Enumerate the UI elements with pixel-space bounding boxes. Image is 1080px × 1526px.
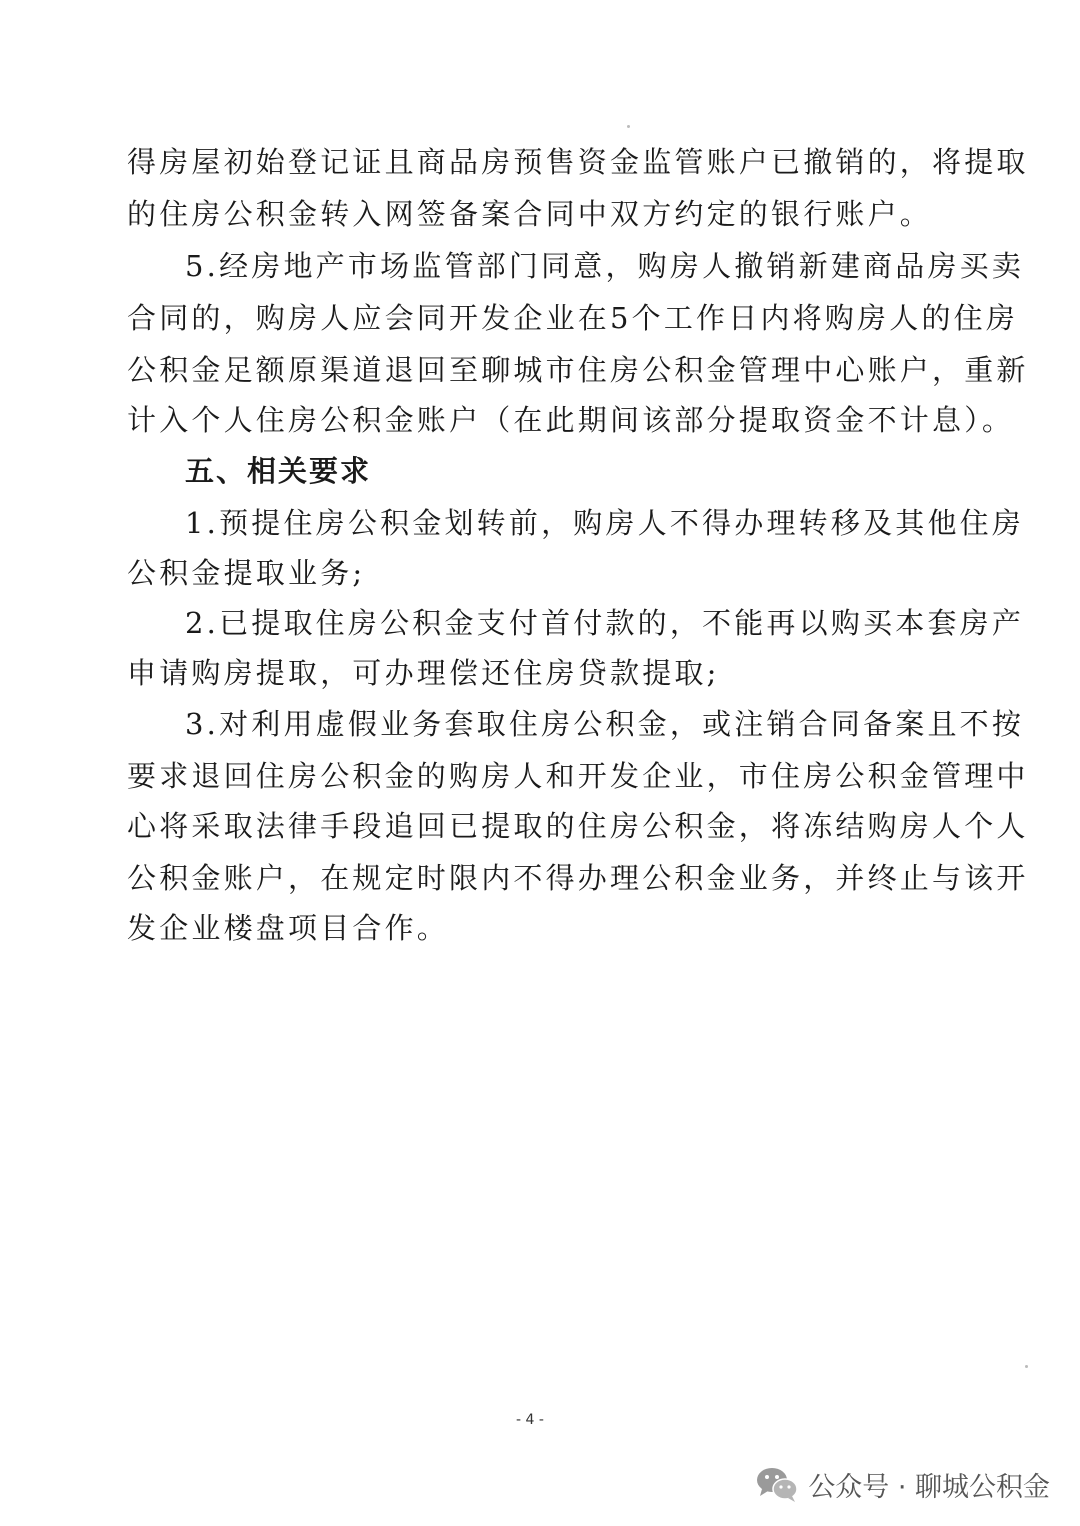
- paragraph-line: 申请购房提取，可办理偿还住房贷款提取;: [127, 656, 720, 690]
- paragraph-line: 2.已提取住房公积金支付首付款的，不能再以购买本套房产: [185, 606, 1025, 640]
- paragraph-line: 得房屋初始登记证且商品房预售资金监管账户已撤销的，将提取: [127, 145, 1029, 179]
- paragraph-line: 要求退回住房公积金的购房人和开发企业，市住房公积金管理中: [127, 759, 1029, 793]
- page-number: - 4 -: [516, 1412, 544, 1428]
- scan-speck: [627, 125, 630, 128]
- paragraph-line: 公积金足额原渠道退回至聊城市住房公积金管理中心账户，重新: [127, 353, 1029, 387]
- paragraph-line: 1.预提住房公积金划转前，购房人不得办理转移及其他住房: [185, 506, 1025, 540]
- scan-speck: [1025, 1365, 1028, 1368]
- paragraph-line: 公积金账户，在规定时限内不得办理公积金业务，并终止与该开: [127, 861, 1029, 895]
- watermark-text: 公众号 · 聊城公积金: [808, 1471, 1050, 1503]
- paragraph-line: 的住房公积金转入网签备案合同中双方约定的银行账户。: [127, 197, 933, 231]
- paragraph-line: 公积金提取业务;: [127, 556, 366, 590]
- paragraph-line: 合同的，购房人应会同开发企业在5个工作日内将购房人的住房: [127, 301, 1019, 335]
- section-heading: 五、相关要求: [185, 454, 372, 488]
- paragraph-line: 计入个人住房公积金账户（在此期间该部分提取资金不计息）。: [127, 403, 1015, 437]
- wechat-icon: [754, 1464, 800, 1504]
- watermark: [754, 1464, 1050, 1504]
- paragraph-line: 5.经房地产市场监管部门同意，购房人撤销新建商品房买卖: [185, 249, 1025, 283]
- paragraph-line: 心将采取法律手段追回已提取的住房公积金，将冻结购房人个人: [127, 809, 1029, 843]
- paragraph-line: 3.对利用虚假业务套取住房公积金，或注销合同备案且不按: [185, 707, 1025, 741]
- paragraph-line: 发企业楼盘项目合作。: [127, 911, 450, 945]
